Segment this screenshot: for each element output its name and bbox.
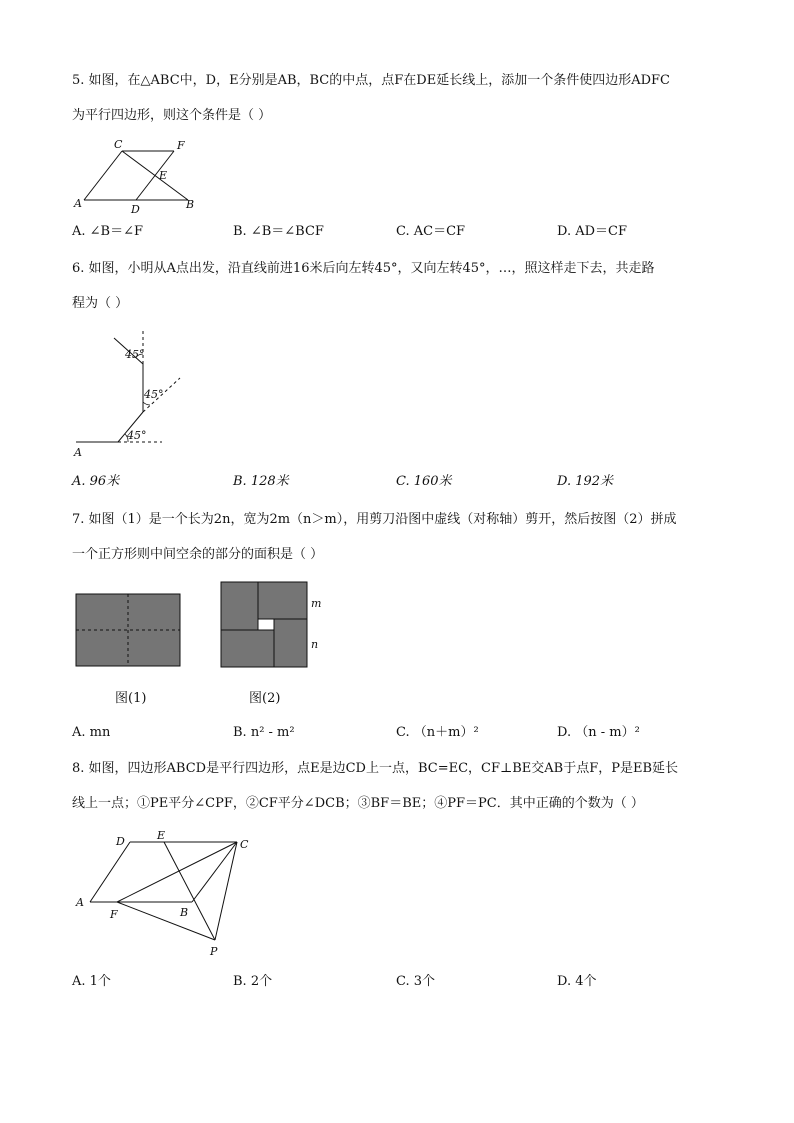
q8-label-d: D xyxy=(116,835,125,848)
q5-label-d: D xyxy=(131,203,140,216)
q8-segment-ad xyxy=(90,842,130,902)
q8-option-b: B. 2个 xyxy=(233,974,273,989)
q7-caption-2: 图(2) xyxy=(249,691,281,706)
q8-label-e: E xyxy=(157,829,166,842)
q5-option-c: C. AC＝CF xyxy=(396,224,466,239)
q5-option-b: B. ∠B＝∠BCF xyxy=(233,224,324,239)
q5-segment-df xyxy=(136,151,174,200)
q5-label-b: B xyxy=(186,198,195,211)
q8-label-a: A xyxy=(76,896,84,909)
q6-stem-line1: 6. 如图，小明从A点出发，沿直线前进16米后向左转45°，又向左转45°，…，照这样走下去，共走路 xyxy=(72,261,655,276)
q7-stem-line1: 7. 如图（1）是一个长为2n，宽为2m（n＞m），用剪刀沿图中虚线（对称轴）剪开，然后按图（2）拼成 xyxy=(72,512,677,527)
q8-figure xyxy=(70,826,260,962)
q8-label-f: F xyxy=(110,908,118,921)
q6-figure xyxy=(70,328,200,460)
q5-label-f: F xyxy=(177,139,185,152)
q8-option-c: C. 3个 xyxy=(396,974,436,989)
q5-label-c: C xyxy=(114,138,123,151)
q8-segment-fp xyxy=(117,902,215,940)
q7-label-m: m xyxy=(311,597,322,610)
q6-angle-label-3: 45° xyxy=(125,348,145,361)
q6-angle-label-1: 45° xyxy=(127,429,147,442)
q7-piece-top-left xyxy=(221,582,258,630)
q7-option-a: A. mn xyxy=(72,725,111,740)
q6-label-a: A xyxy=(74,446,82,459)
q7-piece-bottom-right xyxy=(274,619,307,667)
q7-center-hole xyxy=(258,619,274,630)
q8-option-a: A. 1个 xyxy=(72,974,111,989)
q7-piece-top-right xyxy=(258,582,307,619)
q6-option-a: A. 96米 xyxy=(72,474,120,489)
q8-option-d: D. 4个 xyxy=(557,974,597,989)
q5-label-a: A xyxy=(74,197,82,210)
q8-stem-line2: 线上一点；①PE平分∠CPF，②CF平分∠DCB；③BF＝BE；④PF＝PC．其中正确的个数为（ ） xyxy=(72,796,644,811)
q7-stem-line2: 一个正方形则中间空余的部分的面积是（ ） xyxy=(72,547,324,562)
q8-label-p: P xyxy=(210,945,218,958)
q6-option-d: D. 192米 xyxy=(557,474,614,489)
q6-angle-arc-2 xyxy=(143,402,150,405)
q8-stem-line1: 8. 如图，四边形ABCD是平行四边形，点E是边CD上一点，BC=EC，CF⊥BE交AB于点F，P是EB延长 xyxy=(72,761,679,776)
q5-segment-ac xyxy=(84,151,122,200)
q7-option-b: B. n² - m² xyxy=(233,725,295,740)
q7-label-n: n xyxy=(311,638,319,651)
q6-stem-line2: 程为（ ） xyxy=(72,296,129,311)
q6-angle-label-2: 45° xyxy=(144,388,164,401)
q6-option-b: B. 128米 xyxy=(233,474,289,489)
q8-segment-fc xyxy=(117,842,237,902)
q7-figure-1 xyxy=(74,592,184,670)
q5-option-d: D. AD＝CF xyxy=(557,224,628,239)
q8-label-b: B xyxy=(180,906,189,919)
q5-figure xyxy=(70,134,210,216)
q5-label-e: E xyxy=(159,169,168,182)
q5-stem-line1: 5. 如图，在△ABC中，D，E分别是AB，BC的中点，点F在DE延长线上，添加一个条件使四边形ADFC xyxy=(72,73,670,88)
q7-caption-1: 图(1) xyxy=(115,691,147,706)
q7-piece-bottom-left xyxy=(221,630,274,667)
q7-figure-2 xyxy=(219,580,339,672)
q7-option-d: D. （n - m）² xyxy=(557,725,640,740)
q7-option-c: C. （n＋m）² xyxy=(396,725,479,740)
q5-stem-line2: 为平行四边形，则这个条件是（ ） xyxy=(72,108,272,123)
q6-option-c: C. 160米 xyxy=(396,474,452,489)
q5-option-a: A. ∠B＝∠F xyxy=(72,224,144,239)
q8-label-c: C xyxy=(240,838,249,851)
